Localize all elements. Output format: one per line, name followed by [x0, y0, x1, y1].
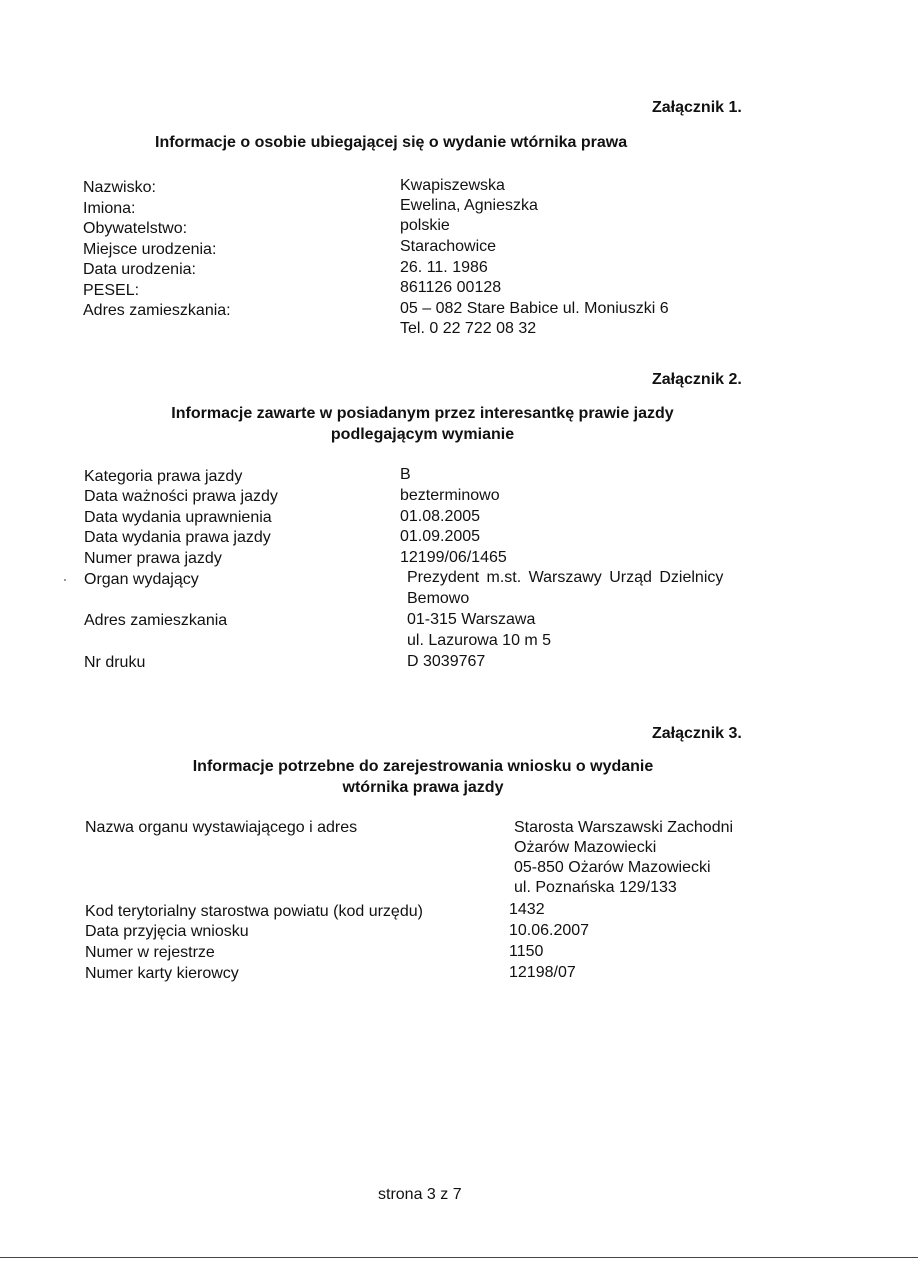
field-value-numer-w-rejestrze: 1150 — [509, 943, 544, 960]
field-label-numer-prawa-jazdy: Numer prawa jazdy — [84, 550, 222, 567]
scan-speck — [64, 579, 66, 581]
field-label-data-przyjecia: Data przyjęcia wniosku — [85, 923, 249, 940]
field-value-data-wydania-prawa-jazdy: 01.09.2005 — [400, 528, 481, 545]
attachment-3-label: Załącznik 3. — [652, 725, 742, 742]
field-label-data-wydania-uprawnienia: Data wydania uprawnienia — [84, 509, 272, 526]
field-label-adres-zamieszkania: Adres zamieszkania: — [83, 302, 231, 319]
field-value-data-urodzenia: 26. 11. 1986 — [400, 259, 488, 276]
attachment-2-label: Załącznik 2. — [652, 371, 742, 388]
attachment-3-title-line1: Informacje potrzebne do zarejestrowania wniosku o wydanie — [192, 758, 654, 775]
field-value-nazwisko: Kwapiszewska — [400, 177, 505, 194]
field-value-adres-zamieszkania-2-line2: ul. Lazurowa 10 m 5 — [407, 632, 552, 649]
field-value-data-waznosci: bezterminowo — [400, 487, 500, 504]
field-label-organ-wydajacy: Organ wydający — [84, 571, 199, 588]
organ-line-1: Starosta Warszawski Zachodni — [514, 819, 734, 836]
field-value-data-wydania-uprawnienia: 01.08.2005 — [400, 508, 481, 525]
field-value-nr-druku: D 3039767 — [407, 653, 486, 670]
field-label-nr-druku: Nr druku — [84, 654, 146, 671]
field-value-pesel: 861126 00128 — [400, 279, 502, 296]
field-value-miejsce-urodzenia: Starachowice — [400, 238, 497, 255]
field-label-adres-zamieszkania-2: Adres zamieszkania — [84, 612, 228, 629]
attachment-2-title-line2: podlegającym wymianie — [330, 426, 515, 443]
attachment-2-title-line1: Informacje zawarte w posiadanym przez interesantkę prawie jazdy — [171, 405, 674, 422]
field-label-data-wydania-prawa-jazdy: Data wydania prawa jazdy — [84, 529, 271, 546]
organ-line-4: ul. Poznańska 129/133 — [514, 879, 677, 896]
field-label-kod-terytorialny: Kod terytorialny starostwa powiatu (kod urzędu) — [85, 903, 423, 920]
field-value-imiona: Ewelina, Agnieszka — [400, 197, 538, 214]
field-value-adres-zamieszkania-2: 01-315 Warszawa — [407, 611, 536, 628]
field-label-nazwisko: Nazwisko: — [83, 179, 156, 196]
field-label-nazwa-organu: Nazwa organu wystawiającego i adres — [85, 819, 358, 836]
field-value-organ-wydajacy-line2: Bemowo — [407, 590, 470, 607]
field-value-adres-zamieszkania: 05 – 082 Stare Babice ul. Moniuszki 6 — [400, 300, 669, 317]
attachment-3-title — [165, 756, 681, 798]
field-value-numer-karty-kierowcy: 12198/07 — [509, 964, 576, 981]
field-label-imiona: Imiona: — [83, 200, 136, 217]
field-value-numer-prawa-jazdy: 12199/06/1465 — [400, 549, 507, 566]
field-label-numer-w-rejestrze: Numer w rejestrze — [85, 944, 215, 961]
field-value-kategoria: B — [400, 466, 411, 483]
field-label-numer-karty-kierowcy: Numer karty kierowcy — [85, 965, 239, 982]
field-value-telefon: Tel. 0 22 722 08 32 — [400, 320, 537, 337]
attachment-3-title-line2: wtórnika prawa jazdy — [342, 779, 504, 796]
attachment-1-label: Załącznik 1. — [652, 99, 742, 116]
field-label-miejsce-urodzenia: Miejsce urodzenia: — [83, 241, 217, 258]
field-label-data-waznosci: Data ważności prawa jazdy — [84, 488, 278, 505]
field-label-obywatelstwo: Obywatelstwo: — [83, 220, 188, 237]
field-value-obywatelstwo: polskie — [400, 217, 450, 234]
organ-line-3: 05-850 Ożarów Mazowiecki — [514, 859, 711, 876]
field-label-kategoria: Kategoria prawa jazdy — [84, 468, 243, 485]
field-label-pesel: PESEL: — [83, 282, 140, 299]
page-number: strona 3 z 7 — [378, 1186, 462, 1203]
attachment-1-title: Informacje o osobie ubiegającej się o wydanie wtórnika prawa — [155, 134, 628, 151]
bottom-scan-edge — [0, 1257, 918, 1258]
field-value-kod-terytorialny: 1432 — [509, 901, 545, 918]
organ-line-2: Ożarów Mazowiecki — [514, 839, 657, 856]
field-value-organ-wydajacy: Prezydent m.st. Warszawy Urząd Dzielnicy — [407, 569, 724, 586]
field-label-data-urodzenia: Data urodzenia: — [83, 261, 196, 278]
attachment-2-title — [140, 403, 705, 445]
field-value-data-przyjecia: 10.06.2007 — [509, 922, 590, 939]
